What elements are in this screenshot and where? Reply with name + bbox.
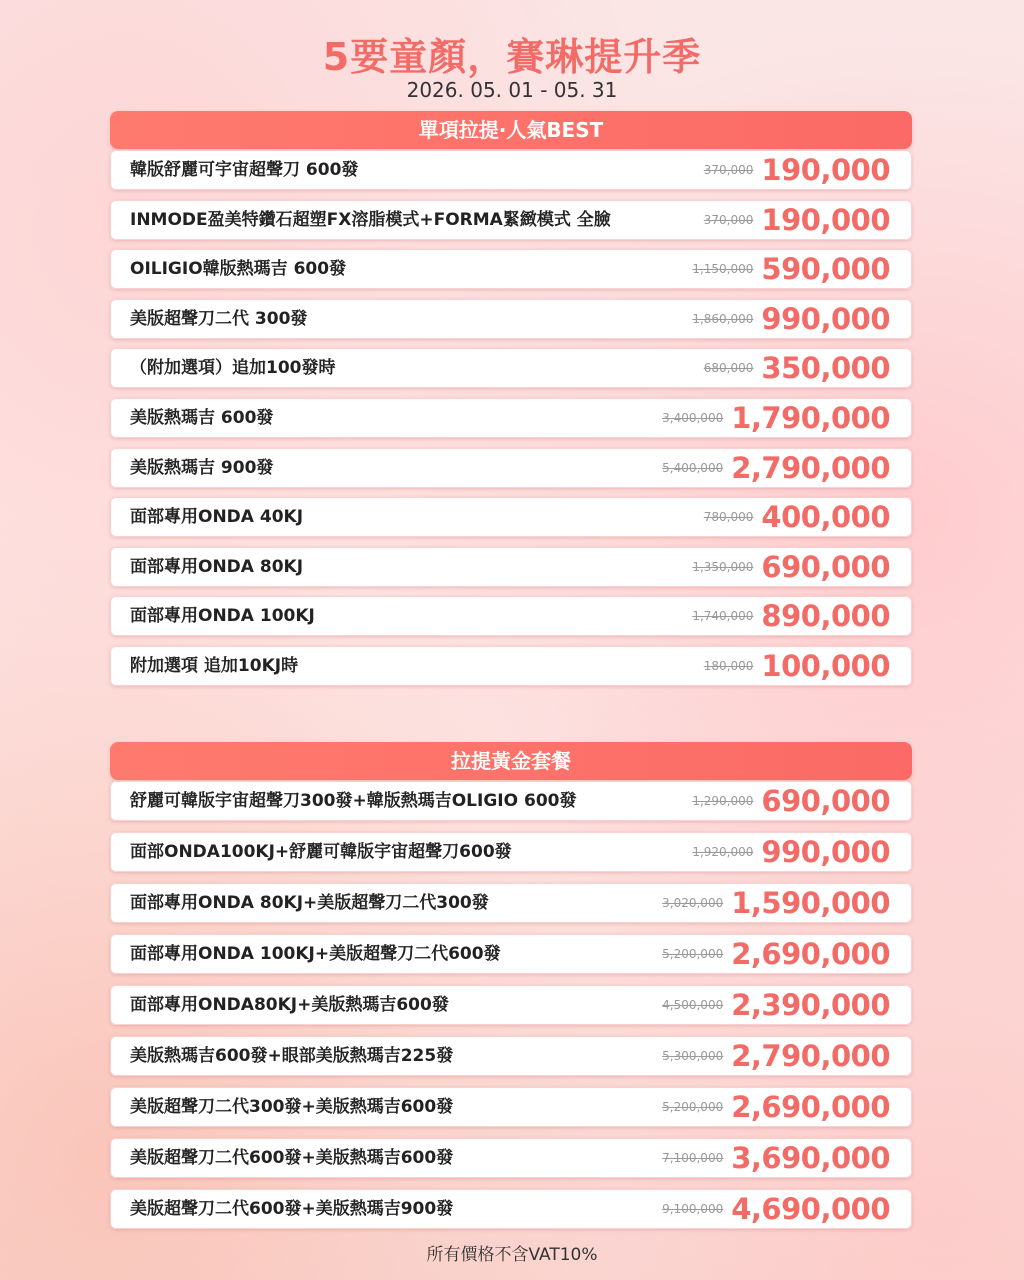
price-group: [704, 348, 890, 388]
sale-price: 4,690,000: [731, 1192, 890, 1226]
price-group: [704, 497, 890, 537]
original-price: 7,100,000: [662, 1151, 724, 1165]
price-row: [110, 934, 912, 974]
price-row: [110, 646, 912, 686]
original-price: 180,000: [703, 659, 754, 673]
sale-price: 2,390,000: [731, 988, 890, 1022]
sale-price: 350,000: [761, 351, 890, 386]
vat-footnote: 所有價格不含VAT10%: [426, 1245, 598, 1265]
original-price: 780,000: [703, 510, 754, 525]
original-price: 1,860,000: [692, 311, 754, 326]
original-price: 5,200,000: [662, 947, 724, 961]
treatment-name: OILIGIO韓版熱瑪吉 600發: [130, 259, 347, 280]
treatment-name: 舒麗可韓版宇宙超聲刀300發+韓版熱瑪吉OLIGIO 600發: [130, 791, 577, 811]
price-group: [662, 1087, 890, 1127]
sale-price: 2,790,000: [731, 450, 890, 485]
price-row: [110, 985, 912, 1025]
price-group: [704, 200, 890, 240]
sale-price: 990,000: [761, 835, 890, 869]
price-group: [662, 1036, 890, 1076]
price-row: [110, 150, 912, 190]
treatment-name: 美版超聲刀二代300發+美版熱瑪吉600發: [130, 1097, 454, 1117]
treatment-name: 面部專用ONDA 100KJ+美版超聲刀二代600發: [130, 944, 501, 964]
price-row: [110, 781, 912, 821]
treatment-name: 面部ONDA100KJ+舒麗可韓版宇宙超聲刀600發: [130, 842, 512, 862]
original-price: 370,000: [703, 212, 754, 227]
sale-price: 1,590,000: [731, 886, 890, 920]
treatment-name: 美版熱瑪吉 600發: [130, 408, 274, 428]
sale-price: 100,000: [761, 649, 890, 683]
price-group: [662, 448, 890, 488]
price-row: [110, 1036, 912, 1076]
price-group: [704, 150, 890, 190]
price-group: [692, 249, 890, 289]
treatment-name: （附加選項）追加100發時: [130, 358, 336, 379]
sale-price: 2,790,000: [731, 1039, 890, 1073]
treatment-name: 面部專用ONDA 80KJ: [130, 556, 304, 577]
section-golden-package: [110, 742, 912, 1226]
price-group: [692, 547, 890, 587]
price-group: [704, 646, 890, 686]
price-row: [110, 200, 912, 240]
price-group: [692, 596, 890, 636]
treatment-name: 美版超聲刀二代 300發: [130, 308, 308, 329]
original-price: 5,200,000: [662, 1100, 724, 1114]
price-row: [110, 1087, 912, 1127]
treatment-name: INMODE盈美特鑽石超塑FX溶脂模式+FORMA緊緻模式 全臉: [130, 209, 611, 230]
price-group: [662, 398, 890, 438]
price-row: [110, 348, 912, 388]
sale-price: 1,790,000: [731, 401, 890, 435]
treatment-name: 韓版舒麗可宇宙超聲刀 600發: [130, 160, 359, 180]
poster-title: 5要童顏，賽琳提升季: [322, 35, 702, 79]
promotion-dates: 2026. 05. 01 - 05. 31: [406, 78, 618, 102]
original-price: 1,150,000: [692, 262, 754, 277]
sale-price: 2,690,000: [731, 937, 890, 971]
price-row: [110, 596, 912, 636]
price-row: [110, 1189, 912, 1229]
sale-price: 890,000: [761, 599, 890, 634]
treatment-name: 面部專用ONDA80KJ+美版熱瑪吉600發: [130, 995, 449, 1015]
original-price: 3,400,000: [662, 411, 724, 425]
price-row: [110, 547, 912, 587]
original-price: 1,290,000: [692, 794, 754, 808]
price-group: [662, 934, 890, 974]
treatment-name: 面部專用ONDA 40KJ: [130, 507, 304, 528]
original-price: 5,300,000: [662, 1049, 724, 1063]
treatment-name: 美版超聲刀二代600發+美版熱瑪吉900發: [130, 1199, 454, 1219]
price-group: [692, 832, 890, 872]
price-group: [662, 1138, 890, 1178]
sale-price: 190,000: [761, 202, 890, 237]
sale-price: 190,000: [761, 153, 890, 187]
price-group: [662, 1189, 890, 1229]
treatment-name: 美版超聲刀二代600發+美版熱瑪吉600發: [130, 1148, 454, 1168]
sale-price: 2,690,000: [731, 1090, 890, 1124]
price-row: [110, 398, 912, 438]
price-row: [110, 448, 912, 488]
sale-price: 3,690,000: [731, 1141, 890, 1175]
price-row: [110, 249, 912, 289]
price-row: [110, 497, 912, 537]
sale-price: 400,000: [761, 500, 890, 535]
sale-price: 590,000: [761, 252, 890, 287]
original-price: 680,000: [703, 361, 754, 376]
section-single-lifting: [110, 111, 912, 683]
section-header: 拉提黃金套餐: [110, 742, 912, 780]
original-price: 370,000: [703, 163, 754, 177]
price-group: [662, 985, 890, 1025]
price-row: [110, 1138, 912, 1178]
original-price: 5,400,000: [662, 460, 724, 475]
price-group: [692, 781, 890, 821]
treatment-name: 美版熱瑪吉 900發: [130, 457, 274, 478]
sale-price: 690,000: [761, 549, 890, 584]
sale-price: 690,000: [761, 784, 890, 818]
price-row: [110, 832, 912, 872]
section-header: 單項拉提·人氣BEST: [110, 111, 912, 149]
treatment-name: 附加選項 追加10KJ時: [130, 656, 299, 676]
price-group: [692, 299, 890, 339]
original-price: 3,020,000: [662, 896, 724, 910]
treatment-name: 美版熱瑪吉600發+眼部美版熱瑪吉225發: [130, 1046, 454, 1066]
original-price: 1,350,000: [692, 559, 754, 574]
original-price: 4,500,000: [662, 998, 724, 1012]
original-price: 1,920,000: [692, 845, 754, 859]
price-group: [662, 883, 890, 923]
price-row: [110, 883, 912, 923]
treatment-name: 面部專用ONDA 80KJ+美版超聲刀二代300發: [130, 893, 489, 913]
sale-price: 990,000: [761, 301, 890, 336]
original-price: 9,100,000: [662, 1202, 724, 1216]
treatment-name: 面部專用ONDA 100KJ: [130, 606, 315, 627]
original-price: 1,740,000: [692, 609, 754, 624]
price-row: [110, 299, 912, 339]
